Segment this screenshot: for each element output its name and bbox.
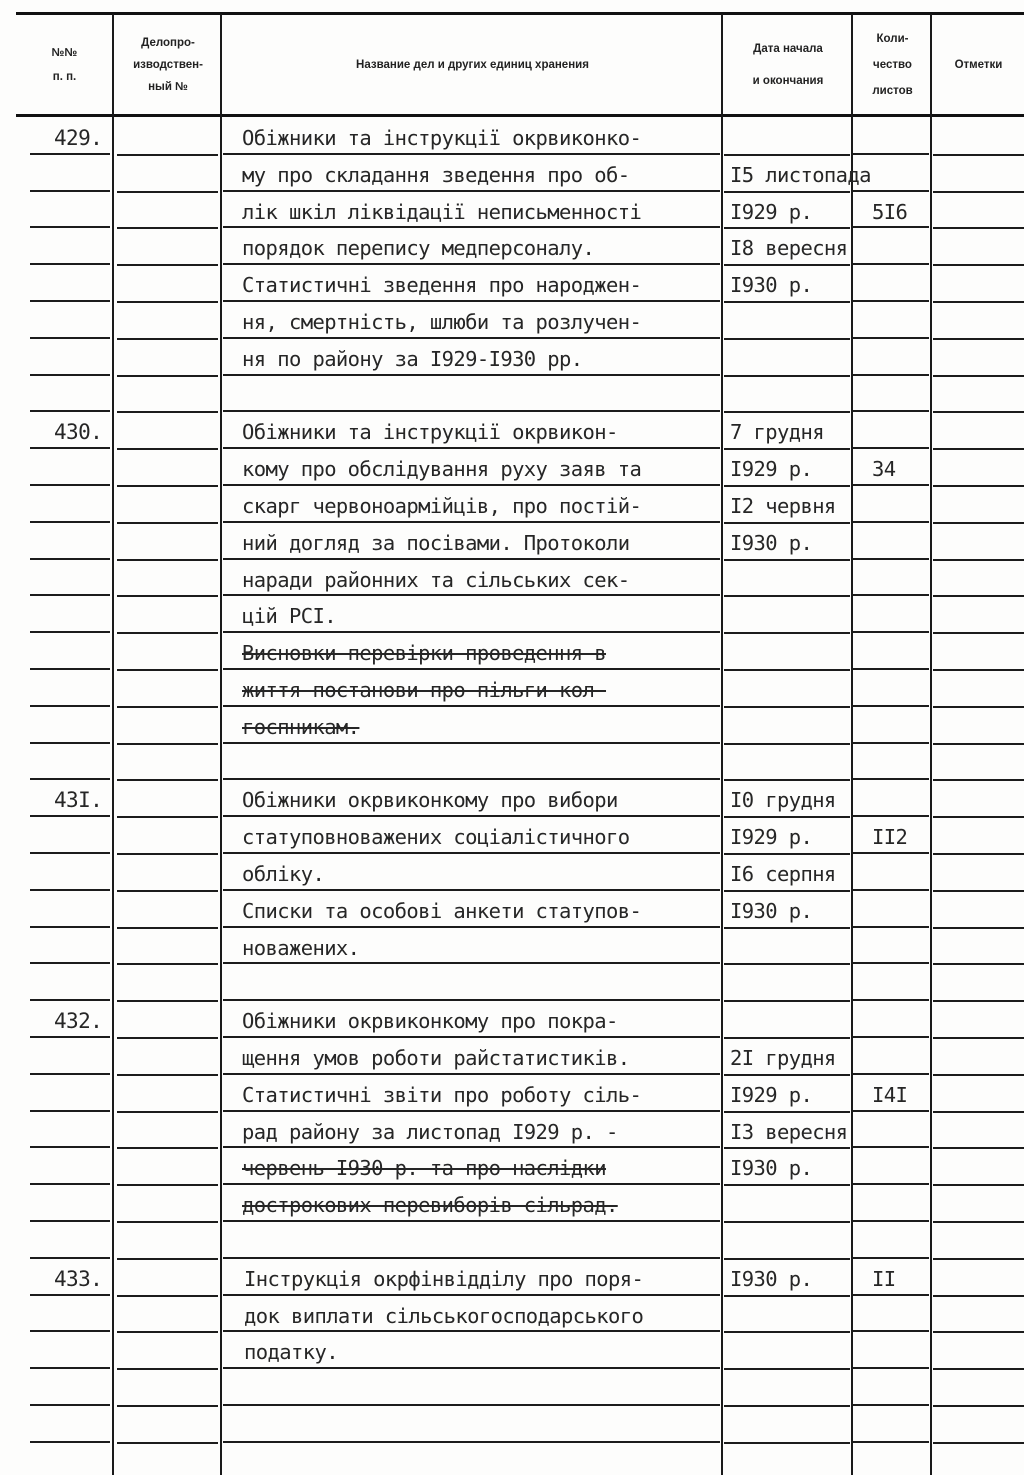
row-rule	[933, 1000, 1024, 1002]
entry-title-line: ня, смертність, шлюби та розлучен-	[242, 310, 642, 334]
row-rule	[223, 190, 720, 192]
row-rule	[223, 558, 720, 560]
row-rule	[933, 522, 1024, 524]
row-rule	[933, 890, 1024, 892]
row-rule	[853, 521, 929, 523]
row-rule	[117, 448, 218, 450]
row-rule	[117, 1111, 218, 1113]
header-col-dates-line2: и окончания	[752, 75, 824, 87]
entry-sheet-count: I4I	[872, 1082, 908, 1107]
row-rule	[117, 1331, 218, 1333]
row-rule	[223, 962, 720, 964]
entry-title-line: цій РСІ.	[242, 604, 336, 629]
row-rule	[117, 743, 218, 745]
row-rule	[117, 1037, 218, 1039]
row-rule	[117, 1258, 218, 1260]
entry-number: 433.	[54, 1266, 103, 1291]
entry-date-line: I8 вересня	[730, 236, 848, 261]
row-rule	[853, 374, 929, 376]
row-rule	[933, 1442, 1024, 1444]
row-rule	[724, 927, 850, 929]
row-rule	[223, 521, 720, 523]
row-rule	[933, 1368, 1024, 1370]
row-rule	[853, 1110, 929, 1112]
row-rule	[117, 1184, 218, 1186]
row-rule	[724, 338, 850, 340]
row-rule	[933, 743, 1024, 745]
entry-date-line: I929 р.	[730, 457, 813, 482]
row-rule	[223, 1110, 720, 1112]
row-rule	[853, 1073, 929, 1075]
row-rule	[117, 1368, 218, 1370]
row-rule	[223, 410, 720, 412]
row-rule	[30, 263, 110, 265]
row-rule	[933, 816, 1024, 818]
row-rule	[223, 889, 720, 891]
header-col-number	[16, 16, 113, 114]
header-col-sheets-line3: листов	[872, 85, 913, 97]
entry-title-line: док виплати сільськогосподарського	[244, 1303, 644, 1328]
entry-date-line: I0 грудня	[730, 788, 836, 813]
header-col-office-line2: изводствен-	[133, 59, 203, 71]
header-col-dates-line1: Дата начала	[753, 43, 823, 55]
row-rule	[724, 1037, 850, 1039]
header-col-office-line3: ный №	[148, 81, 188, 93]
row-rule	[724, 191, 850, 193]
row-rule	[223, 1073, 720, 1075]
row-rule	[117, 1442, 218, 1444]
row-rule	[117, 522, 218, 524]
row-rule	[933, 706, 1024, 708]
entry-title-line: кому про обслідування руху заяв та	[242, 457, 642, 482]
row-rule	[223, 484, 720, 486]
row-rule	[117, 227, 218, 229]
row-rule	[853, 1036, 929, 1038]
entry-date-line: I6 серпня	[730, 862, 836, 886]
entry-date-line: I930 р.	[730, 1156, 813, 1181]
row-rule	[223, 594, 720, 596]
row-rule	[933, 301, 1024, 303]
entry-sheet-count: II	[872, 1266, 896, 1291]
entry-date-line: I929 р.	[730, 825, 813, 850]
entry-number: 432.	[54, 1009, 103, 1034]
row-rule	[933, 1221, 1024, 1223]
row-rule	[223, 815, 720, 817]
entry-date-line: I929 р.	[730, 199, 813, 224]
row-rule	[117, 559, 218, 561]
row-rule	[853, 742, 929, 744]
entry-title-line: життя постанови про пільги кол-	[242, 678, 607, 702]
row-rule	[724, 301, 850, 303]
entry-date-line: I2 червня	[730, 494, 836, 518]
entry-title-line: лік шкіл ліквідації неписьменності	[242, 199, 642, 224]
row-rule	[853, 337, 929, 339]
row-rule	[853, 1330, 929, 1332]
row-rule	[724, 1221, 850, 1223]
row-rule	[933, 191, 1024, 193]
row-rule	[933, 1074, 1024, 1076]
row-rule	[853, 447, 929, 449]
row-rule	[724, 522, 850, 524]
row-rule	[853, 1404, 929, 1406]
row-rule	[724, 411, 850, 413]
header-col-notes-text: Отметки	[954, 59, 1003, 71]
row-rule	[223, 447, 720, 449]
row-rule	[933, 669, 1024, 671]
row-rule	[117, 706, 218, 708]
header-col-number-line1: №№	[51, 47, 78, 59]
row-rule	[223, 1220, 720, 1222]
row-rule	[724, 1368, 850, 1370]
row-rule	[30, 926, 110, 928]
row-rule	[117, 338, 218, 340]
row-rule	[933, 485, 1024, 487]
row-rule	[853, 226, 929, 228]
row-rule	[117, 154, 218, 156]
row-rule	[933, 1184, 1024, 1186]
row-rule	[853, 1220, 929, 1222]
row-rule	[853, 1257, 929, 1259]
row-rule	[724, 1331, 850, 1333]
row-rule	[853, 926, 929, 928]
row-rule	[117, 1000, 218, 1002]
row-rule	[223, 1367, 720, 1369]
entry-title-line: Інструкція окрфінвідділу про поря-	[244, 1266, 644, 1291]
row-rule	[117, 1147, 218, 1149]
row-rule	[223, 1146, 720, 1148]
row-rule	[30, 1220, 110, 1222]
row-rule	[117, 853, 218, 855]
row-rule	[853, 889, 929, 891]
row-rule	[853, 153, 929, 155]
row-rule	[30, 1110, 110, 1112]
row-rule	[30, 1294, 110, 1296]
row-rule	[30, 852, 110, 854]
row-rule	[223, 926, 720, 928]
row-rule	[223, 778, 720, 780]
row-rule	[853, 999, 929, 1001]
row-rule	[30, 1441, 110, 1443]
row-rule	[117, 927, 218, 929]
row-rule	[117, 1405, 218, 1407]
row-rule	[223, 1257, 720, 1259]
row-rule	[223, 1036, 720, 1038]
header-col-number-line2: п. п.	[52, 71, 77, 83]
row-rule	[933, 1405, 1024, 1407]
header-col-dates	[724, 16, 852, 114]
entry-date-line: I930 р.	[730, 898, 813, 923]
header-col-sheets-line2: чество	[873, 59, 912, 71]
row-rule	[223, 153, 720, 155]
entry-title-line: обліку.	[242, 862, 325, 886]
entry-title-line: му про складання зведення про об-	[242, 162, 630, 187]
entry-sheet-count: 5I6	[872, 199, 908, 224]
row-rule	[30, 705, 110, 707]
row-rule	[117, 890, 218, 892]
row-rule	[223, 374, 720, 376]
row-rule	[223, 263, 720, 265]
row-rule	[853, 705, 929, 707]
column-rule-5	[930, 14, 932, 1475]
row-rule	[30, 778, 110, 780]
row-rule	[223, 999, 720, 1001]
entry-title-line: порядок перепису медперсоналу.	[242, 236, 595, 261]
header-top-rule	[16, 12, 1024, 15]
column-rule-3	[721, 14, 723, 1475]
row-rule	[117, 1074, 218, 1076]
row-rule	[117, 1295, 218, 1297]
entry-title-line: червень I930 р. та про наслідки	[242, 1156, 607, 1181]
row-rule	[30, 1183, 110, 1185]
row-rule	[30, 1146, 110, 1148]
row-rule	[724, 264, 850, 266]
row-rule	[30, 558, 110, 560]
row-rule	[853, 263, 929, 265]
row-rule	[724, 1000, 850, 1002]
row-rule	[30, 631, 110, 633]
row-rule	[724, 1111, 850, 1113]
row-rule	[30, 447, 110, 449]
row-rule	[30, 153, 110, 155]
column-rule-1	[112, 14, 114, 1475]
row-rule	[724, 154, 850, 156]
entry-title-line: Обіжники та інструкції окрвикон-	[242, 420, 618, 445]
entry-date-line: I3 вересня	[730, 1119, 848, 1144]
row-rule	[933, 595, 1024, 597]
row-rule	[223, 1294, 720, 1296]
row-rule	[933, 632, 1024, 634]
row-rule	[30, 300, 110, 302]
entry-title-line: ний догляд за посівами. Протоколи	[242, 530, 630, 555]
row-rule	[223, 226, 720, 228]
row-rule	[30, 742, 110, 744]
row-rule	[30, 337, 110, 339]
row-rule	[724, 743, 850, 745]
row-rule	[117, 191, 218, 193]
row-rule	[223, 742, 720, 744]
entry-title-line: Обіжники окрвиконкому про вибори	[242, 788, 618, 813]
row-rule	[933, 1037, 1024, 1039]
entry-title-line: новажених.	[242, 935, 360, 960]
row-rule	[853, 1367, 929, 1369]
row-rule	[724, 1184, 850, 1186]
row-rule	[933, 927, 1024, 929]
row-rule	[117, 301, 218, 303]
row-rule	[30, 1257, 110, 1259]
row-rule	[933, 559, 1024, 561]
row-rule	[724, 375, 850, 377]
row-rule	[30, 962, 110, 964]
entry-title-line: Статистичні зведення про народжен-	[242, 273, 642, 298]
entry-date-line: I930 р.	[730, 1266, 813, 1291]
row-rule	[853, 1441, 929, 1443]
row-rule	[853, 484, 929, 486]
row-rule	[223, 1183, 720, 1185]
header-col-notes	[933, 16, 1024, 114]
row-rule	[30, 889, 110, 891]
row-rule	[117, 485, 218, 487]
row-rule	[117, 632, 218, 634]
row-rule	[117, 816, 218, 818]
header-col-office-number	[115, 16, 221, 114]
header-bottom-rule	[16, 114, 1024, 117]
entry-date-line: I930 р.	[730, 530, 813, 555]
row-rule	[933, 779, 1024, 781]
row-rule	[30, 668, 110, 670]
row-rule	[724, 890, 850, 892]
row-rule	[223, 1441, 720, 1443]
row-rule	[724, 559, 850, 561]
row-rule	[933, 1147, 1024, 1149]
row-rule	[223, 1330, 720, 1332]
row-rule	[853, 300, 929, 302]
row-rule	[724, 448, 850, 450]
row-rule	[223, 337, 720, 339]
entry-title-line: ня по району за I929-I930 рр.	[242, 346, 583, 371]
row-rule	[223, 1404, 720, 1406]
row-rule	[724, 706, 850, 708]
entry-date-line: I929 р.	[730, 1082, 813, 1107]
entry-title-line: Обіжники та інструкції окрвиконко-	[242, 126, 642, 150]
row-rule	[30, 815, 110, 817]
row-rule	[933, 1331, 1024, 1333]
entry-title-line: щення умов роботи райстатистиків.	[242, 1046, 630, 1070]
row-rule	[853, 1183, 929, 1185]
row-rule	[853, 852, 929, 854]
row-rule	[853, 778, 929, 780]
row-rule	[724, 485, 850, 487]
row-rule	[933, 1111, 1024, 1113]
entry-title-line: статуповноважених соціалістичного	[242, 825, 630, 850]
row-rule	[724, 1074, 850, 1076]
row-rule	[933, 448, 1024, 450]
row-rule	[724, 632, 850, 634]
row-rule	[724, 1295, 850, 1297]
row-rule	[933, 963, 1024, 965]
entry-title-line: наради районних та сільських сек-	[242, 567, 630, 592]
row-rule	[30, 484, 110, 486]
row-rule	[933, 264, 1024, 266]
row-rule	[724, 1442, 850, 1444]
row-rule	[724, 227, 850, 229]
row-rule	[933, 227, 1024, 229]
row-rule	[933, 154, 1024, 156]
row-rule	[853, 1146, 929, 1148]
row-rule	[30, 226, 110, 228]
entry-sheet-count: II2	[872, 825, 908, 850]
row-rule	[724, 1405, 850, 1407]
row-rule	[30, 410, 110, 412]
entry-date-line: I5 листопада	[730, 162, 871, 187]
entry-title-line: Обіжники окрвиконкому про покра-	[242, 1009, 618, 1034]
row-rule	[724, 669, 850, 671]
entry-title-line: скарг червоноармійців, про постій-	[242, 494, 642, 518]
row-rule	[724, 963, 850, 965]
row-rule	[724, 779, 850, 781]
row-rule	[853, 190, 929, 192]
column-rule-2	[220, 14, 222, 1475]
entry-sheet-count: 34	[872, 457, 896, 482]
row-rule	[30, 374, 110, 376]
row-rule	[117, 595, 218, 597]
row-rule	[933, 411, 1024, 413]
entry-title-line: дострокових перевиборів сільрад.	[242, 1193, 618, 1218]
row-rule	[117, 779, 218, 781]
row-rule	[30, 1330, 110, 1332]
entry-date-line: I930 р.	[730, 273, 813, 298]
row-rule	[724, 853, 850, 855]
row-rule	[223, 668, 720, 670]
header-col-sheets-line1: Коли-	[876, 33, 909, 45]
row-rule	[30, 594, 110, 596]
row-rule	[853, 558, 929, 560]
entry-date-line: 2I грудня	[730, 1046, 836, 1070]
row-rule	[30, 999, 110, 1001]
row-rule	[853, 594, 929, 596]
row-rule	[117, 963, 218, 965]
row-rule	[933, 338, 1024, 340]
row-rule	[30, 1036, 110, 1038]
row-rule	[853, 668, 929, 670]
row-rule	[933, 1295, 1024, 1297]
row-rule	[223, 852, 720, 854]
header-col-office-line1: Делопро-	[141, 37, 195, 49]
row-rule	[30, 190, 110, 192]
entry-title-line: Висновки перевірки проведення в	[242, 641, 607, 666]
entry-title-line: податку.	[244, 1340, 338, 1365]
row-rule	[223, 705, 720, 707]
header-col-title-text: Название дел и других единиц хранения	[356, 59, 589, 71]
row-rule	[30, 1073, 110, 1075]
row-rule	[30, 521, 110, 523]
entry-title-line: Статистичні звіти про роботу сіль-	[242, 1082, 642, 1107]
entry-title-line: госпникам.	[242, 714, 360, 739]
row-rule	[724, 1258, 850, 1260]
entry-number: 429.	[54, 126, 103, 150]
row-rule	[30, 1367, 110, 1369]
header-col-title	[223, 16, 722, 114]
row-rule	[117, 411, 218, 413]
row-rule	[223, 631, 720, 633]
row-rule	[853, 631, 929, 633]
row-rule	[933, 1258, 1024, 1260]
row-rule	[724, 1147, 850, 1149]
entry-number: 430.	[54, 420, 103, 445]
row-rule	[853, 410, 929, 412]
entry-number: 43I.	[54, 788, 103, 813]
row-rule	[853, 1294, 929, 1296]
row-rule	[117, 669, 218, 671]
row-rule	[853, 815, 929, 817]
column-rule-4	[851, 14, 853, 1475]
row-rule	[117, 1221, 218, 1223]
row-rule	[933, 853, 1024, 855]
row-rule	[30, 1404, 110, 1406]
entry-date-line: 7 грудня	[730, 420, 824, 445]
header-col-sheets	[854, 16, 931, 114]
row-rule	[117, 264, 218, 266]
entry-title-line: Списки та особові анкети статупов-	[242, 898, 642, 923]
row-rule	[223, 300, 720, 302]
row-rule	[117, 375, 218, 377]
row-rule	[933, 375, 1024, 377]
entry-title-line: рад району за листопад I929 р. -	[242, 1119, 618, 1144]
row-rule	[853, 962, 929, 964]
row-rule	[724, 816, 850, 818]
row-rule	[724, 595, 850, 597]
